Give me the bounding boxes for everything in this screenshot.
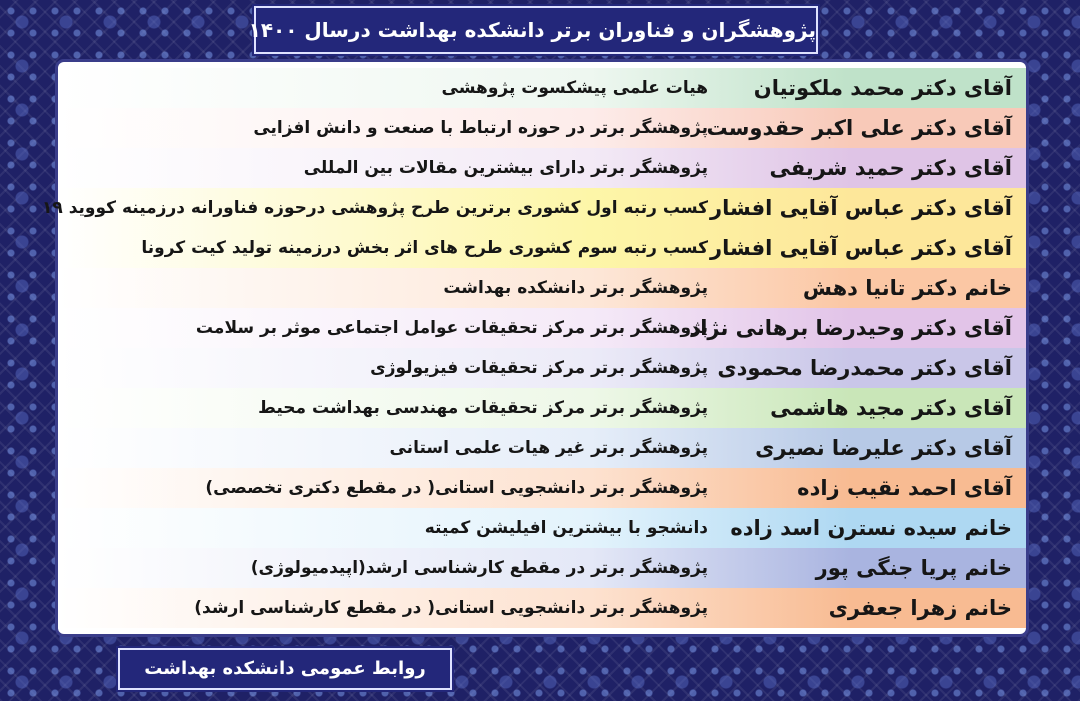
page-title xyxy=(248,6,818,54)
table-row xyxy=(58,148,1026,188)
table-row xyxy=(58,468,1026,508)
person-name: آقای دکتر محمدرضا محمودی xyxy=(717,356,1012,380)
award-description: دانشجو با بیشترین افیلیشن کمیته xyxy=(424,518,708,538)
page-title-text: پژوهشگران و فناوران برتر دانشکده بهداشت درسال ۱۴۰۰ xyxy=(248,18,816,42)
person-name: خانم دکتر تانیا دهش xyxy=(802,276,1012,300)
footer-label: روابط عمومی دانشکده بهداشت xyxy=(144,658,426,679)
table-row xyxy=(58,348,1026,388)
table-row xyxy=(58,68,1026,108)
award-description: پژوهشگر برتر دارای بیشترین مقالات بین المللی xyxy=(303,158,708,178)
person-name: آقای دکتر عباس آقایی افشار xyxy=(710,236,1012,260)
person-name: آقای دکتر مجید هاشمی xyxy=(770,396,1012,420)
table-row xyxy=(58,268,1026,308)
table-row xyxy=(58,388,1026,428)
award-description: پژوهشگر برتر در مقطع کارشناسی ارشد(اپیدمیولوژی) xyxy=(250,558,708,578)
person-name: آقای احمد نقیب زاده xyxy=(797,476,1012,500)
person-name: آقای دکتر علیرضا نصیری xyxy=(755,436,1012,460)
table-row xyxy=(58,228,1026,268)
person-name: آقای دکتر حمید شریفی xyxy=(769,156,1012,180)
person-name: آقای دکتر علی اکبر حقدوست xyxy=(706,116,1012,140)
person-name: آقای دکتر عباس آقایی افشار xyxy=(710,196,1012,220)
awards-table xyxy=(42,62,1026,634)
award-description: کسب رتبه اول کشوری برترین طرح پژوهشی درحوزه فناورانه درزمینه کووید ۱۹ xyxy=(42,198,708,218)
person-name: خانم زهرا جعفری xyxy=(828,596,1012,620)
award-description: پژوهشگر برتر غیر هیات علمی استانی xyxy=(389,438,708,458)
footer-badge xyxy=(118,648,452,690)
table-row xyxy=(58,308,1026,348)
award-description: کسب رتبه سوم کشوری طرح های اثر بخش درزمینه تولید کیت کرونا xyxy=(141,238,708,258)
table-row xyxy=(58,588,1026,628)
person-name: آقای دکتر محمد ملکوتیان xyxy=(753,76,1012,100)
person-name: آقای دکتر وحیدرضا برهانی نژاد xyxy=(689,316,1012,340)
award-description: پژوهشگر برتر مرکز تحقیقات مهندسی بهداشت محیط xyxy=(258,398,708,418)
award-description: پژوهشگر برتر دانشجویی استانی( در مقطع دکتری تخصصی) xyxy=(205,478,708,498)
person-name: خانم سیده نسترن اسد زاده xyxy=(730,516,1012,540)
award-description: پژوهشگر برتر در حوزه ارتباط با صنعت و دانش افزایی xyxy=(253,118,708,138)
table-row xyxy=(58,108,1026,148)
person-name: خانم پریا جنگی پور xyxy=(815,556,1012,580)
award-description: هیات علمی پیشکسوت پژوهشی xyxy=(441,78,708,98)
award-description: پژوهشگر برتر مرکز تحقیقات عوامل اجتماعی موثر بر سلامت xyxy=(195,318,708,338)
table-row xyxy=(58,548,1026,588)
table-row xyxy=(58,508,1026,548)
award-description: پژوهشگر برتر دانشکده بهداشت xyxy=(443,278,708,298)
table-row xyxy=(58,428,1026,468)
award-description: پژوهشگر برتر دانشجویی استانی( در مقطع کارشناسی ارشد) xyxy=(194,598,708,618)
award-description: پژوهشگر برتر مرکز تحقیقات فیزیولوژی xyxy=(370,358,708,378)
table-row xyxy=(42,188,1026,228)
